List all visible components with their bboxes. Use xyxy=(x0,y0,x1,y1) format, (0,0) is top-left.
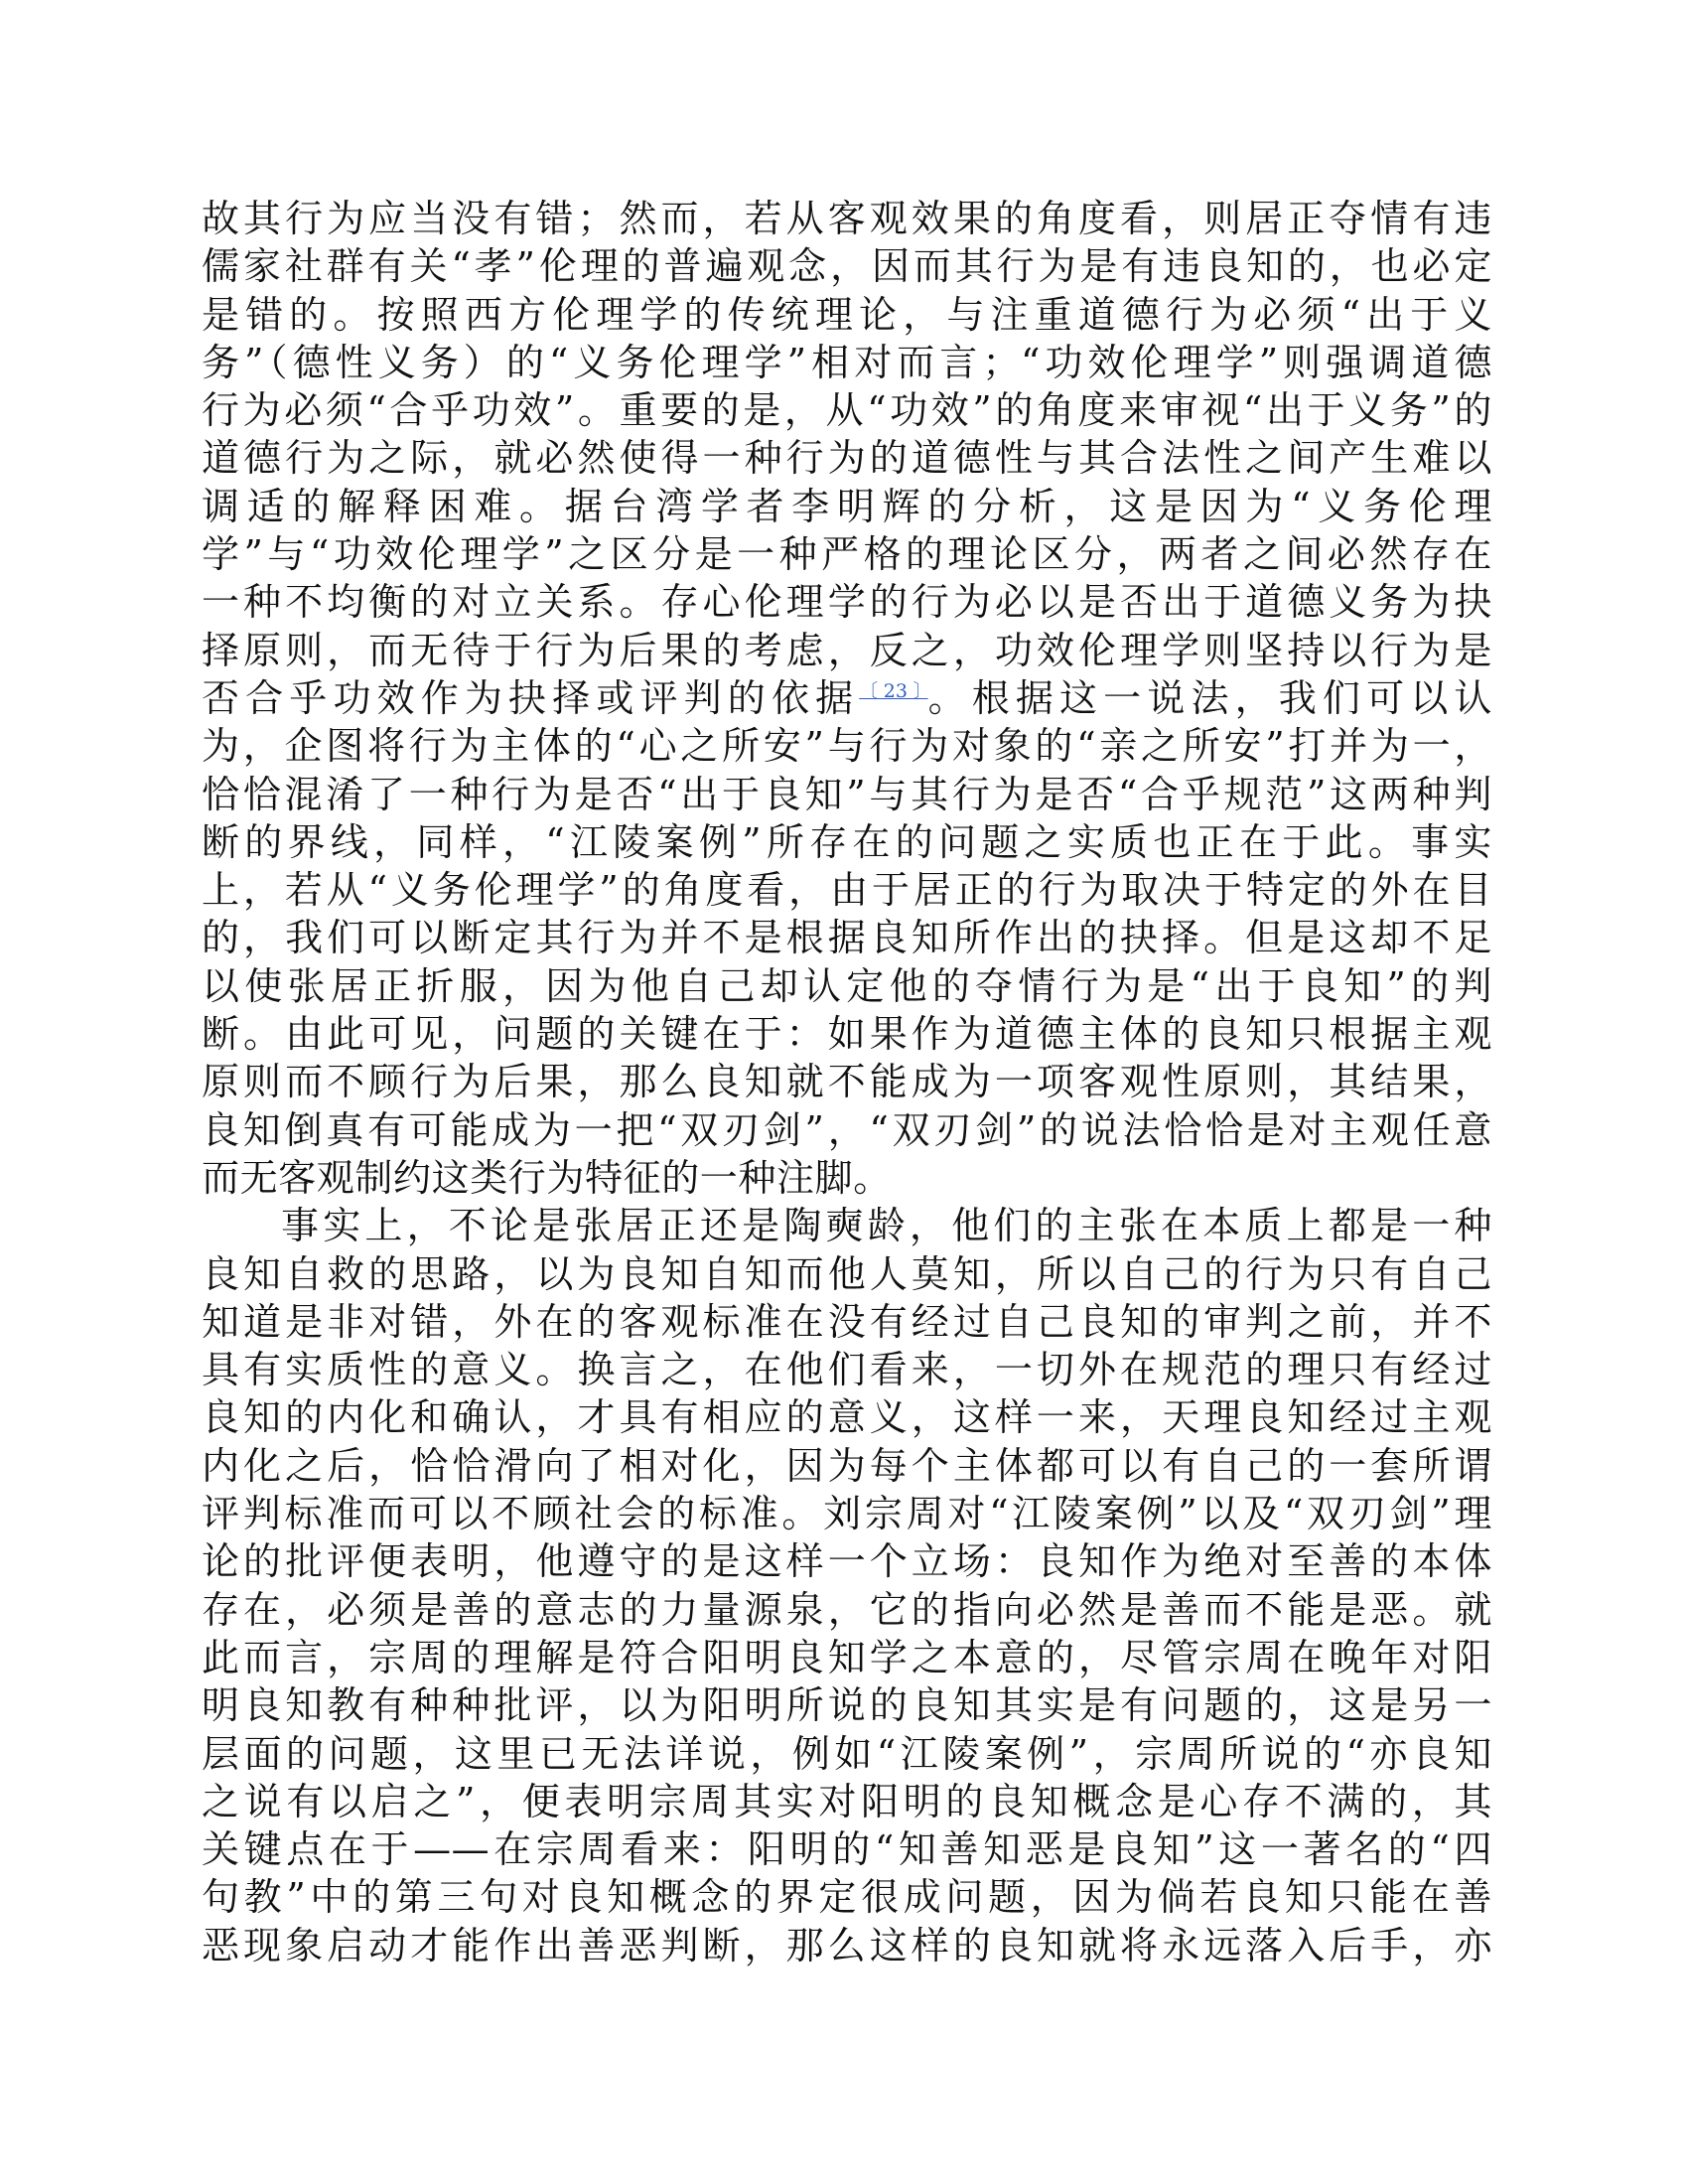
text-line: 道德行为之际，就必然使得一种行为的道德性与其合法性之间产生难以 xyxy=(202,436,1492,481)
text-line: 良知自救的思路，以为良知自知而他人莫知，所以自己的行为只有自己 xyxy=(202,1251,1492,1296)
paragraph-start-line: 事实上，不论是张居正还是陶奭龄，他们的主张在本质上都是一种 xyxy=(281,1204,1492,1248)
text-line: 行为必须“合乎功效”。重要的是，从“功效”的角度来审视“出于义务”的 xyxy=(202,388,1492,433)
text-line: 良知的内化和确认，才具有相应的意义，这样一来，天理良知经过主观 xyxy=(202,1395,1492,1440)
text-line: 原则而不顾行为后果，那么良知就不能成为一项客观性原则，其结果， xyxy=(202,1060,1492,1104)
text-line: 调适的解释困难。据台湾学者李明辉的分析，这是因为“义务伦理 xyxy=(202,484,1492,528)
footnote-line-before: 否合乎功效作为抉择或评判的依据 xyxy=(202,675,860,720)
text-line: 层面的问题，这里已无法详说，例如“江陵案例”，宗周所说的“亦良知 xyxy=(202,1731,1492,1776)
footnote-link-23[interactable]: 〔23〕 xyxy=(859,679,928,702)
text-line: 具有实质性的意义。换言之，在他们看来，一切外在规范的理只有经过 xyxy=(202,1348,1492,1392)
text-line: 明良知教有种种批评，以为阳明所说的良知其实是有问题的，这是另一 xyxy=(202,1683,1492,1728)
text-line: 评判标准而可以不顾社会的标准。刘宗周对“江陵案例”以及“双刃剑”理 xyxy=(202,1492,1492,1536)
text-line: 内化之后，恰恰滑向了相对化，因为每个主体都可以有自己的一套所谓 xyxy=(202,1443,1492,1488)
text-line: 以使张居正折服，因为他自己却认定他的夺情行为是“出于良知”的判 xyxy=(202,963,1492,1008)
paragraph-end-line: 而无客观制约这类行为特征的一种注脚。 xyxy=(202,1155,892,1200)
text-line-with-footnote xyxy=(202,674,1492,722)
text-line: 良知倒真有可能成为一把“双刃剑”，“双刃剑”的说法恰恰是对主观任意 xyxy=(202,1107,1492,1152)
text-line: 学”与“功效伦理学”之区分是一种严格的理论区分，两者之间必然存在 xyxy=(202,532,1492,577)
text-line: 句教”中的第三句对良知概念的界定很成问题，因为倘若良知只能在善 xyxy=(202,1875,1492,1920)
text-line: 为，企图将行为主体的“心之所安”与行为对象的“亲之所安”打并为一， xyxy=(202,724,1492,769)
text-line: 存在，必须是善的意志的力量源泉，它的指向必然是善而不能是恶。就 xyxy=(202,1587,1492,1632)
text-line: 此而言，宗周的理解是符合阳明良知学之本意的，尽管宗周在晚年对阳 xyxy=(202,1635,1492,1679)
text-line: 论的批评便表明，他遵守的是这样一个立场：良知作为绝对至善的本体 xyxy=(202,1539,1492,1584)
text-line: 儒家社群有关“孝”伦理的普遍观念，因而其行为是有违良知的，也必定 xyxy=(202,244,1492,289)
text-line: 务”（德性义务）的“义务伦理学”相对而言；“功效伦理学”则强调道德 xyxy=(202,340,1492,384)
text-line: 的，我们可以断定其行为并不是根据良知所作出的抉择。但是这却不足 xyxy=(202,916,1492,960)
text-line: 一种不均衡的对立关系。存心伦理学的行为必以是否出于道德义务为抉 xyxy=(202,580,1492,625)
text-line: 关键点在于——在宗周看来：阳明的“知善知恶是良知”这一著名的“四 xyxy=(202,1827,1492,1872)
text-line: 故其行为应当没有错；然而，若从客观效果的角度看，则居正夺情有违 xyxy=(202,197,1492,240)
text-line: 之说有以启之”，便表明宗周其实对阳明的良知概念是心存不满的，其 xyxy=(202,1779,1492,1823)
text-line: 择原则，而无待于行为后果的考虑，反之，功效伦理学则坚持以行为是 xyxy=(202,628,1492,672)
text-line: 知道是非对错，外在的客观标准在没有经过自己良知的审判之前，并不 xyxy=(202,1299,1492,1344)
text-line: 恰恰混淆了一种行为是否“出于良知”与其行为是否“合乎规范”这两种判 xyxy=(202,772,1492,816)
text-line: 是错的。按照西方伦理学的传统理论，与注重道德行为必须“出于义 xyxy=(202,292,1492,337)
footnote-line-after: 。根据这一说法，我们可以认 xyxy=(927,675,1492,720)
text-line: 上，若从“义务伦理学”的角度看，由于居正的行为取决于特定的外在目 xyxy=(202,868,1492,913)
body-text xyxy=(202,195,1492,1969)
text-line: 断的界线，同样，“江陵案例”所存在的问题之实质也正在于此。事实 xyxy=(202,819,1492,864)
text-line: 断。由此可见，问题的关键在于：如果作为道德主体的良知只根据主观 xyxy=(202,1012,1492,1057)
text-line: 恶现象启动才能作出善恶判断，那么这样的良知就将永远落入后手，亦 xyxy=(202,1923,1492,1967)
